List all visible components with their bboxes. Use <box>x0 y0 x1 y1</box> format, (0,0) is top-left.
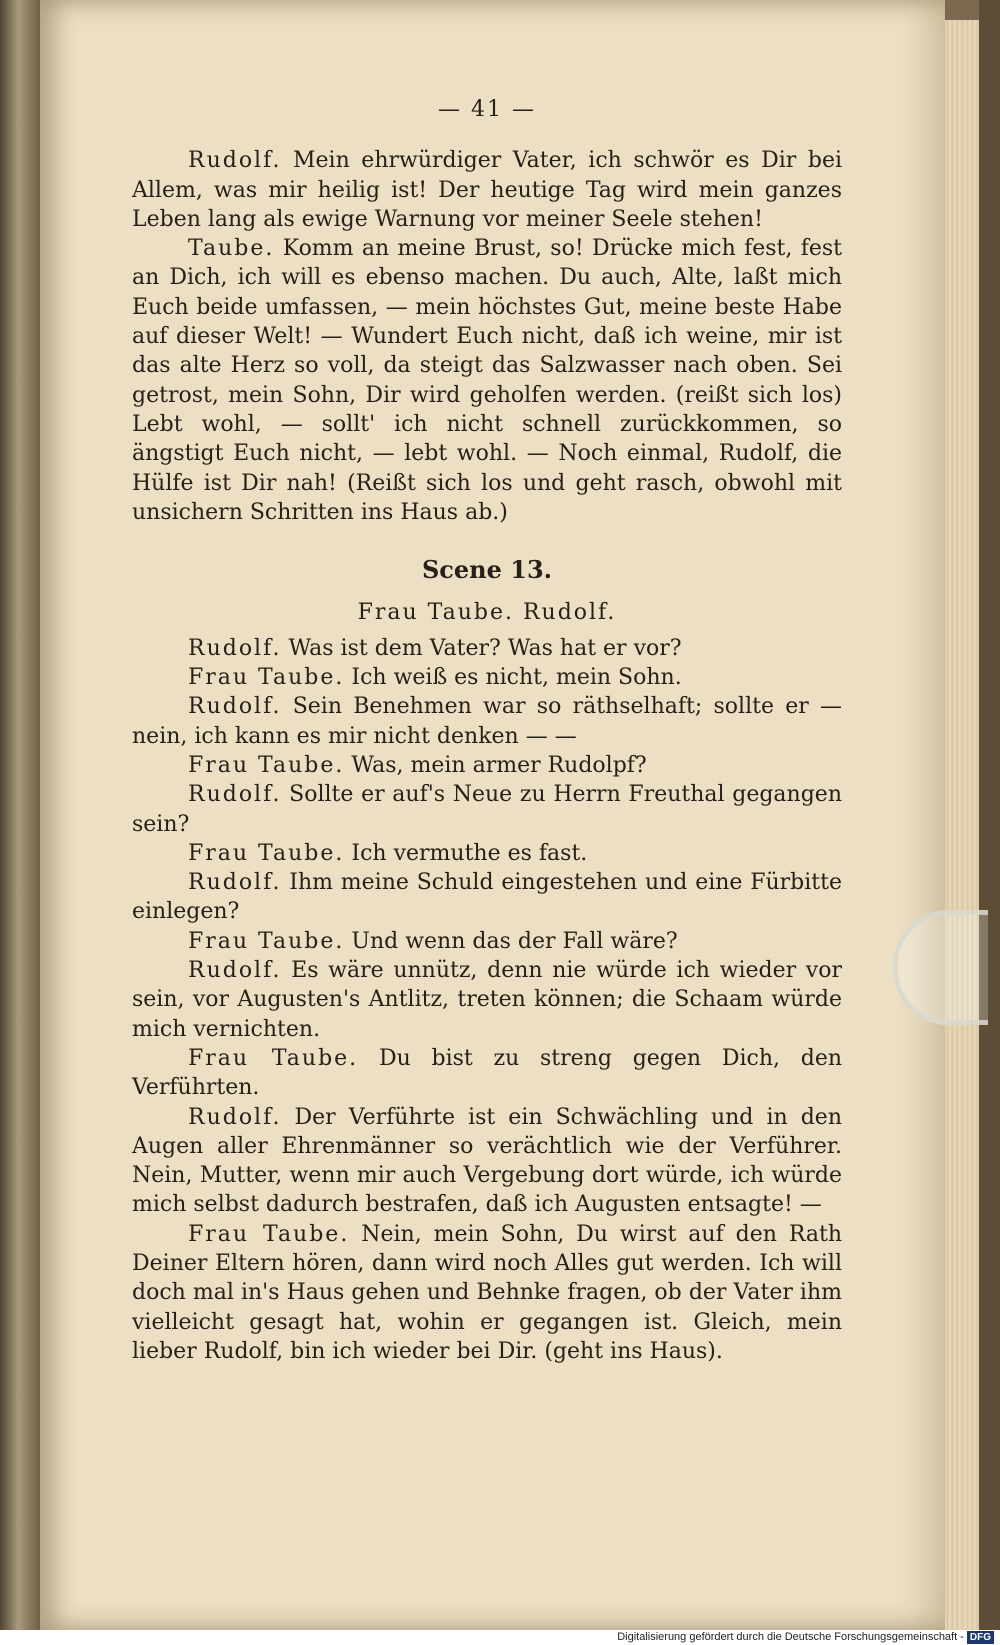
scene-heading: Scene 13. <box>421 555 553 585</box>
dialogue-line <box>132 751 842 780</box>
speech-text: Ihm meine Schuld eingestehen und eine Fürbitte einlegen? <box>132 870 843 925</box>
speech-text: Ich weiß es nicht, mein Sohn. <box>351 665 682 691</box>
dialogue-line <box>132 1103 842 1220</box>
page-text <box>132 95 842 1366</box>
speaker-name: Rudolf. <box>188 782 282 808</box>
speech-text: Es wäre unnütz, denn nie würde ich wieder vor sein, vor Augusten's Antlitz, treten können; die Schaam würde mich vernichten. <box>132 958 842 1042</box>
speaker-name: Frau Taube. <box>188 928 345 954</box>
speech-text: Sein Benehmen war so räthselhaft; sollte er — nein, ich kann es mir nicht denken — — <box>132 694 842 749</box>
scene-persons: Frau Taube. Rudolf. <box>357 600 617 626</box>
digitization-credit <box>617 1631 994 1644</box>
page-number: — 41 — <box>438 97 536 122</box>
dialogue-line <box>132 692 842 751</box>
dialogue-line <box>132 780 842 839</box>
book-spine-left <box>0 0 40 1645</box>
speech-text: Komm an meine Brust, so! Drücke mich fest, fest an Dich, ich will es ebenso machen. Du auch, Alte, laßt mich Euch beide umfassen, — mein höchstes Gut, meine beste Habe auf dieser Welt! — Wundert Euch nicht, daß ich weine, mir ist das alte Herz so voll, da steigt das Salzwasser nach oben. Sei getrost, mein Sohn, Dir wird geholfen werden. (reißt sich los) Lebt wohl, — sollt' ich nicht schnell zurückkommen, so ängstigt Euch nicht, — lebt wohl. — Noch einmal, Rudolf, die Hülfe ist Dir nah! (Reißt sich los und geht rasch, obwohl mit unsichern Schritten ins Haus ab.) <box>132 236 843 525</box>
speech-text: Nein, mein Sohn, Du wirst auf den Rath Deiner Eltern hören, dann wird noch Alles gut werden. Ich will doch mal in's Haus gehen und Behnke fragen, ob der Vater ihm vielleicht gesagt hat, wohin er gegangen ist. Gleich, mein lieber Rudolf, bin ich wieder bei Dir. (geht ins Haus). <box>132 1221 843 1364</box>
page-clip <box>893 910 988 1025</box>
speech-text: Was ist dem Vater? Was hat er vor? <box>288 635 682 661</box>
speaker-name: Rudolf. <box>188 148 282 174</box>
speech-text: Und wenn das der Fall wäre? <box>351 928 678 954</box>
dialogue-line <box>132 1044 842 1103</box>
speech-text: Der Verführte ist ein Schwächling und in den Augen aller Ehrenmänner so verächtlich wie der Verführer. Nein, Mutter, wenn mir auch Vergebung dort würde, ich würde mich selbst dadurch bestrafen, daß ich Augusten entsagte! — <box>132 1104 842 1218</box>
speaker-name: Rudolf. <box>188 958 282 984</box>
speech-text: Was, mein armer Rudolpf? <box>351 752 647 778</box>
credit-text: Digitalisierung gefördert durch die Deutsche Forschungsgemeinschaft - <box>617 1631 964 1643</box>
dialogue-line <box>132 956 842 1044</box>
speech-text: Ich vermuthe es fast. <box>351 840 588 866</box>
speaker-name: Frau Taube. <box>188 1221 350 1247</box>
speaker-name: Rudolf. <box>188 870 282 896</box>
book-cover-edge <box>979 0 1000 1645</box>
speaker-name: Taube. <box>188 236 275 262</box>
dialogue-line <box>132 839 842 868</box>
speaker-name: Frau Taube. <box>188 840 345 866</box>
speaker-name: Rudolf. <box>188 635 282 661</box>
dialogue-line <box>132 927 842 956</box>
speaker-name: Frau Taube. <box>188 665 345 691</box>
dialogue-line <box>132 1220 842 1366</box>
speaker-name: Rudolf. <box>188 694 282 720</box>
paragraph <box>132 234 842 527</box>
paragraph <box>132 146 842 234</box>
speech-text: Mein ehrwürdiger Vater, ich schwör es Dir bei Allem, was mir heilig ist! Der heutige Tag wird mein ganzes Leben lang als ewige Warnung vor meiner Seele stehen! <box>132 148 842 232</box>
speaker-name: Rudolf. <box>188 1104 282 1130</box>
dfg-logo: DFG <box>967 1631 994 1644</box>
dialogue-line <box>132 663 842 692</box>
dialogue-line <box>132 868 842 927</box>
speech-text: Du bist zu streng gegen Dich, den Verführten. <box>132 1045 843 1101</box>
dialogue-line <box>132 634 842 663</box>
speaker-name: Frau Taube. <box>188 752 345 778</box>
speaker-name: Frau Taube. <box>188 1045 359 1071</box>
speech-text: Sollte er auf's Neue zu Herrn Freuthal gegangen sein? <box>132 782 842 837</box>
page-edges <box>945 20 982 1630</box>
